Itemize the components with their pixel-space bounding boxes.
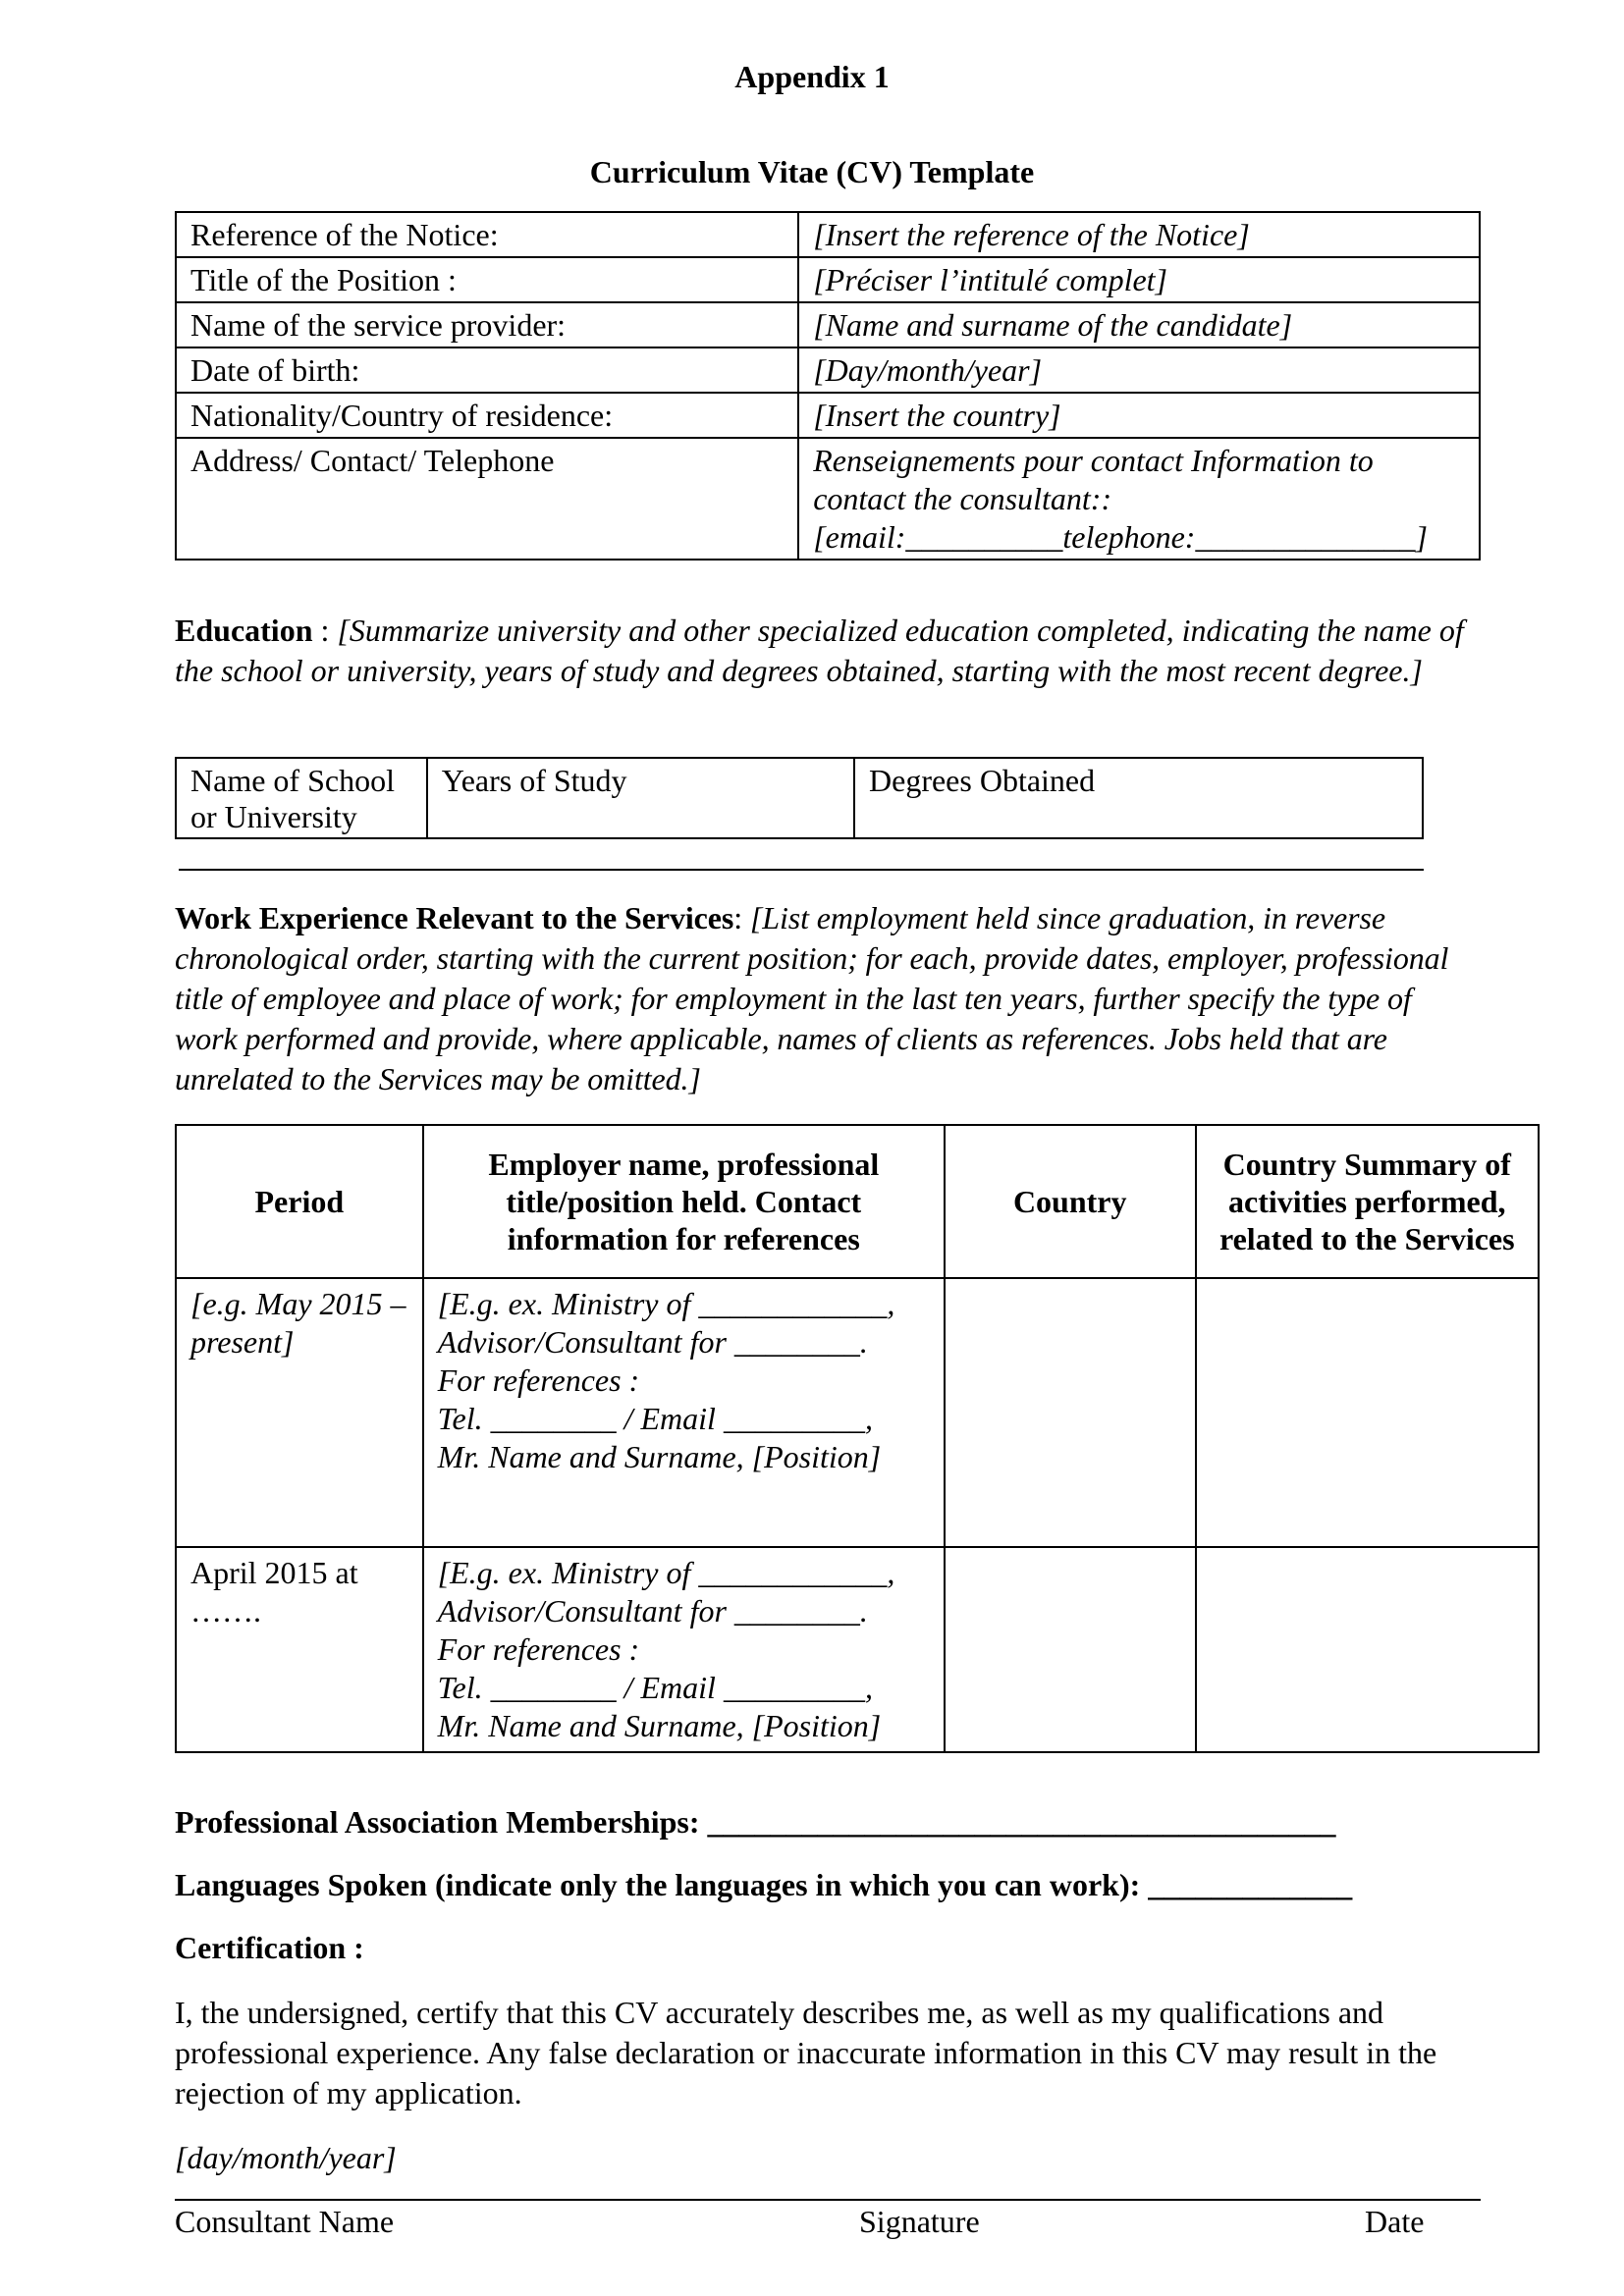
- info-label: Name of the service provider:: [176, 302, 798, 347]
- table-row: [176, 1547, 1539, 1752]
- summary-cell[interactable]: [1196, 1278, 1539, 1547]
- column-header-degrees: Degrees Obtained: [854, 758, 1423, 838]
- signature-label: Signature: [859, 2204, 980, 2239]
- document-title: Curriculum Vitae (CV) Template: [589, 154, 1035, 189]
- languages-line[interactable]: Languages Spoken (indicate only the languages in which you can work): _____________: [175, 1867, 1353, 1902]
- table-row: [176, 1278, 1539, 1547]
- info-value[interactable]: [Name and surname of the candidate]: [798, 302, 1480, 347]
- appendix-heading: Appendix 1: [734, 59, 890, 94]
- table-row: [176, 302, 1480, 347]
- work-experience-heading: Work Experience Relevant to the Services: [175, 900, 734, 935]
- certification-statement: I, the undersigned, certify that this CV accurately describes me, as well as my qualifications and professional experience. Any false declaration or inaccurate information in this CV may result in the rejection of my application.: [175, 1995, 1437, 2110]
- education-separator: :: [312, 613, 338, 648]
- info-label: Address/ Contact/ Telephone: [176, 438, 798, 560]
- date-label: Date: [1365, 2204, 1425, 2239]
- work-experience-section-intro: [175, 898, 1481, 1099]
- table-header-row: [176, 758, 1423, 838]
- country-cell[interactable]: [945, 1547, 1196, 1752]
- education-heading: Education: [175, 613, 313, 648]
- employer-cell[interactable]: [E.g. ex. Ministry of ____________, Advisor/Consultant for ________. For references : Tel. ________ / Email _________, Mr. Name and Surname, [Position]: [423, 1278, 945, 1547]
- memberships-line[interactable]: Professional Association Memberships: ________________________________________: [175, 1804, 1336, 1840]
- column-header-school: Name of School or University: [176, 758, 427, 838]
- table-row: [176, 393, 1480, 438]
- certification-heading: Certification :: [175, 1930, 364, 1965]
- period-cell[interactable]: April 2015 at …….: [176, 1547, 423, 1752]
- education-table: [175, 757, 1424, 839]
- section-divider: [179, 869, 1424, 871]
- education-section-intro: [175, 611, 1481, 691]
- info-label: Reference of the Notice:: [176, 212, 798, 257]
- column-header-years: Years of Study: [427, 758, 854, 838]
- column-header-summary: Country Summary of activities performed, related to the Services: [1196, 1125, 1539, 1278]
- table-row: [176, 438, 1480, 560]
- info-label: Title of the Position :: [176, 257, 798, 302]
- education-instructions: [Summarize university and other specialized education completed, indicating the name of the school or university, years of study and degrees obtained, starting with the most recent degree.]: [175, 613, 1464, 688]
- consultant-name-label: Consultant Name: [175, 2204, 395, 2239]
- summary-cell[interactable]: [1196, 1547, 1539, 1752]
- info-value[interactable]: Renseignements pour contact Information to contact the consultant:: [email:__________telephone:______________]: [798, 438, 1480, 560]
- personal-info-table: [175, 211, 1481, 561]
- info-value[interactable]: [Insert the reference of the Notice]: [798, 212, 1480, 257]
- info-label: Nationality/Country of residence:: [176, 393, 798, 438]
- work-experience-separator: :: [733, 900, 750, 935]
- employer-cell[interactable]: [E.g. ex. Ministry of ____________, Advisor/Consultant for ________. For references : Tel. ________ / Email _________, Mr. Name and Surname, [Position]: [423, 1547, 945, 1752]
- table-row: [176, 347, 1480, 393]
- table-header-row: [176, 1125, 1539, 1278]
- date-placeholder[interactable]: [day/month/year]: [175, 2140, 397, 2175]
- info-label: Date of birth:: [176, 347, 798, 393]
- work-experience-table: [175, 1124, 1540, 1753]
- column-header-country: Country: [945, 1125, 1196, 1278]
- table-row: [176, 212, 1480, 257]
- info-value[interactable]: [Préciser l’intitulé complet]: [798, 257, 1480, 302]
- country-cell[interactable]: [945, 1278, 1196, 1547]
- column-header-period: Period: [176, 1125, 423, 1278]
- period-cell[interactable]: [e.g. May 2015 – present]: [176, 1278, 423, 1547]
- column-header-employer: Employer name, professional title/position held. Contact information for references: [423, 1125, 945, 1278]
- info-value[interactable]: [Day/month/year]: [798, 347, 1480, 393]
- info-value[interactable]: [Insert the country]: [798, 393, 1480, 438]
- work-experience-instructions: [List employment held since graduation, in reverse chronological order, starting with the current position; for each, provide dates, employer, professional title of employee and place of work; for employment in the last ten years, further specify the type of work performed and provide, where applicable, names of clients as references. Jobs held that are unrelated to the Services may be omitted.]: [175, 900, 1449, 1096]
- signature-line: [175, 2199, 1481, 2201]
- table-row: [176, 257, 1480, 302]
